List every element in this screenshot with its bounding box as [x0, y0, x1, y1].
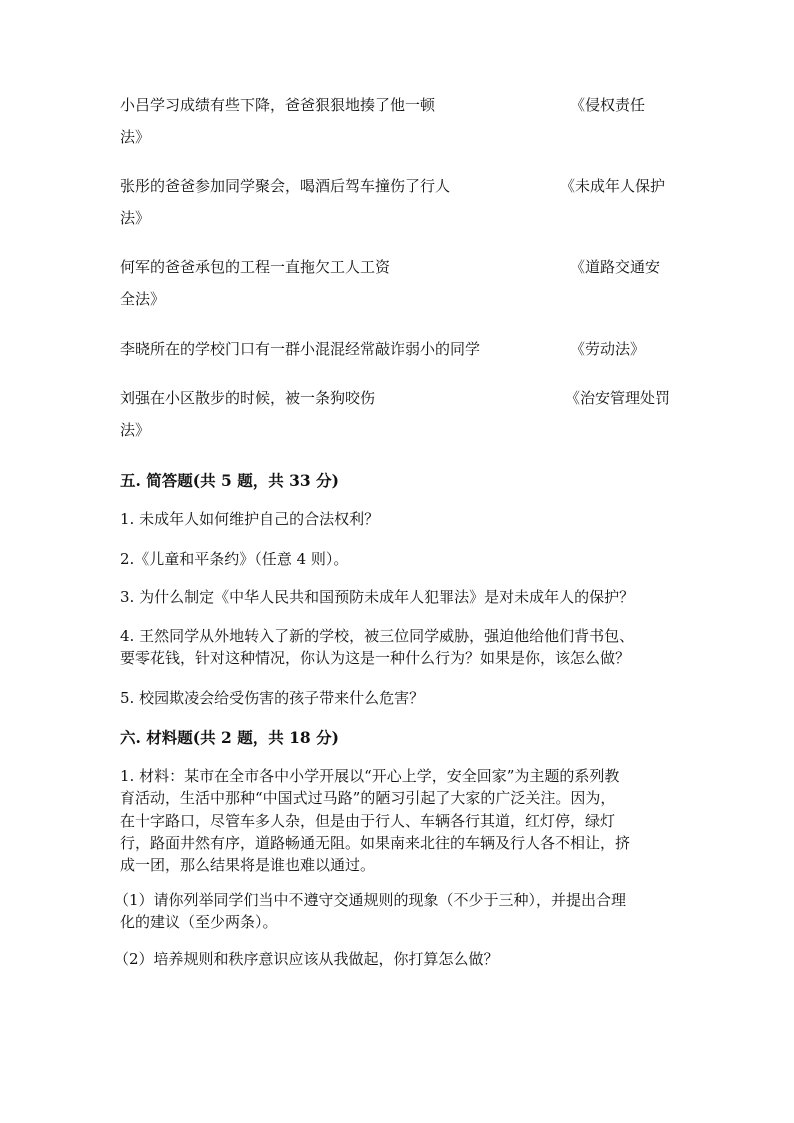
matching-law-5: 《治安管理处罚	[565, 389, 671, 407]
matching-law-4: 《劳动法》	[570, 340, 646, 358]
matching-law-5-continued: 法》	[120, 421, 151, 439]
question-5-2: 2.《儿童和平条约》（任意 4 则）。	[120, 550, 349, 568]
subquestion-2: （2）培养规则和秩序意识应该从我做起，你打算怎么做？	[114, 950, 499, 968]
material-line-3: 在十字路口，尽管车多人杂，但是由于行人、车辆各行其道，红灯停，绿灯	[120, 812, 616, 830]
subquestion-1-line-1: （1）请你列举同学们当中不遵守交通规则的现象（不少于三种），并提出合理	[114, 891, 627, 909]
matching-law-1-continued: 法》	[120, 128, 151, 146]
matching-case-3: 何军的爸爸承包的工程一直拖欠工人工资	[120, 258, 391, 276]
material-line-2: 育活动，生活中那种“中国式过马路”的陋习引起了大家的广泛关注。因为，	[120, 789, 616, 807]
matching-case-2: 张彤的爸爸参加同学聚会，喝酒后驾车撞伤了行人	[120, 177, 451, 195]
matching-law-1: 《侵权责任	[570, 96, 646, 114]
matching-law-2-continued: 法》	[120, 209, 151, 227]
material-line-5: 成一团，那么结果将是谁也难以通过。	[120, 856, 376, 874]
question-5-3: 3. 为什么制定《中华人民共和国预防未成年人犯罪法》是对未成年人的保护？	[120, 588, 635, 606]
section-6-heading: 六. 材料题(共 2 题，共 18 分)	[120, 728, 339, 747]
matching-case-5: 刘强在小区散步的时候，被一条狗咬伤	[120, 389, 376, 407]
matching-case-1: 小吕学习成绩有些下降，爸爸狠狠地揍了他一顿	[120, 96, 436, 114]
matching-law-3-continued: 全法》	[120, 290, 166, 308]
section-5-heading: 五. 简答题(共 5 题，共 33 分)	[120, 471, 339, 490]
question-5-4-line-2: 要零花钱，针对这种情况，你认为这是一种什么行为？如果是你，该怎么做？	[120, 649, 631, 667]
question-5-1: 1. 未成年人如何维护自己的合法权利？	[120, 510, 380, 528]
subquestion-1-line-2: 化的建议（至少两条）。	[120, 913, 278, 931]
question-5-4-line-1: 4. 王然同学从外地转入了新的学校，被三位同学威胁，强迫他给他们背书包、	[120, 627, 635, 645]
matching-law-3: 《道路交通安	[570, 258, 661, 276]
material-line-4: 行，路面井然有序，道路畅通无阻。如果南来北往的车辆及行人各不相让，挤	[120, 834, 631, 852]
material-line-1: 1. 材料：某市在全市各中小学开展以“开心上学，安全回家”为主题的系列教	[120, 767, 620, 785]
matching-case-4: 李晓所在的学校门口有一群小混混经常敲诈弱小的同学	[120, 340, 481, 358]
matching-law-2: 《未成年人保护	[560, 177, 666, 195]
question-5-5: 5. 校园欺凌会给受伤害的孩子带来什么危害？	[120, 689, 425, 707]
